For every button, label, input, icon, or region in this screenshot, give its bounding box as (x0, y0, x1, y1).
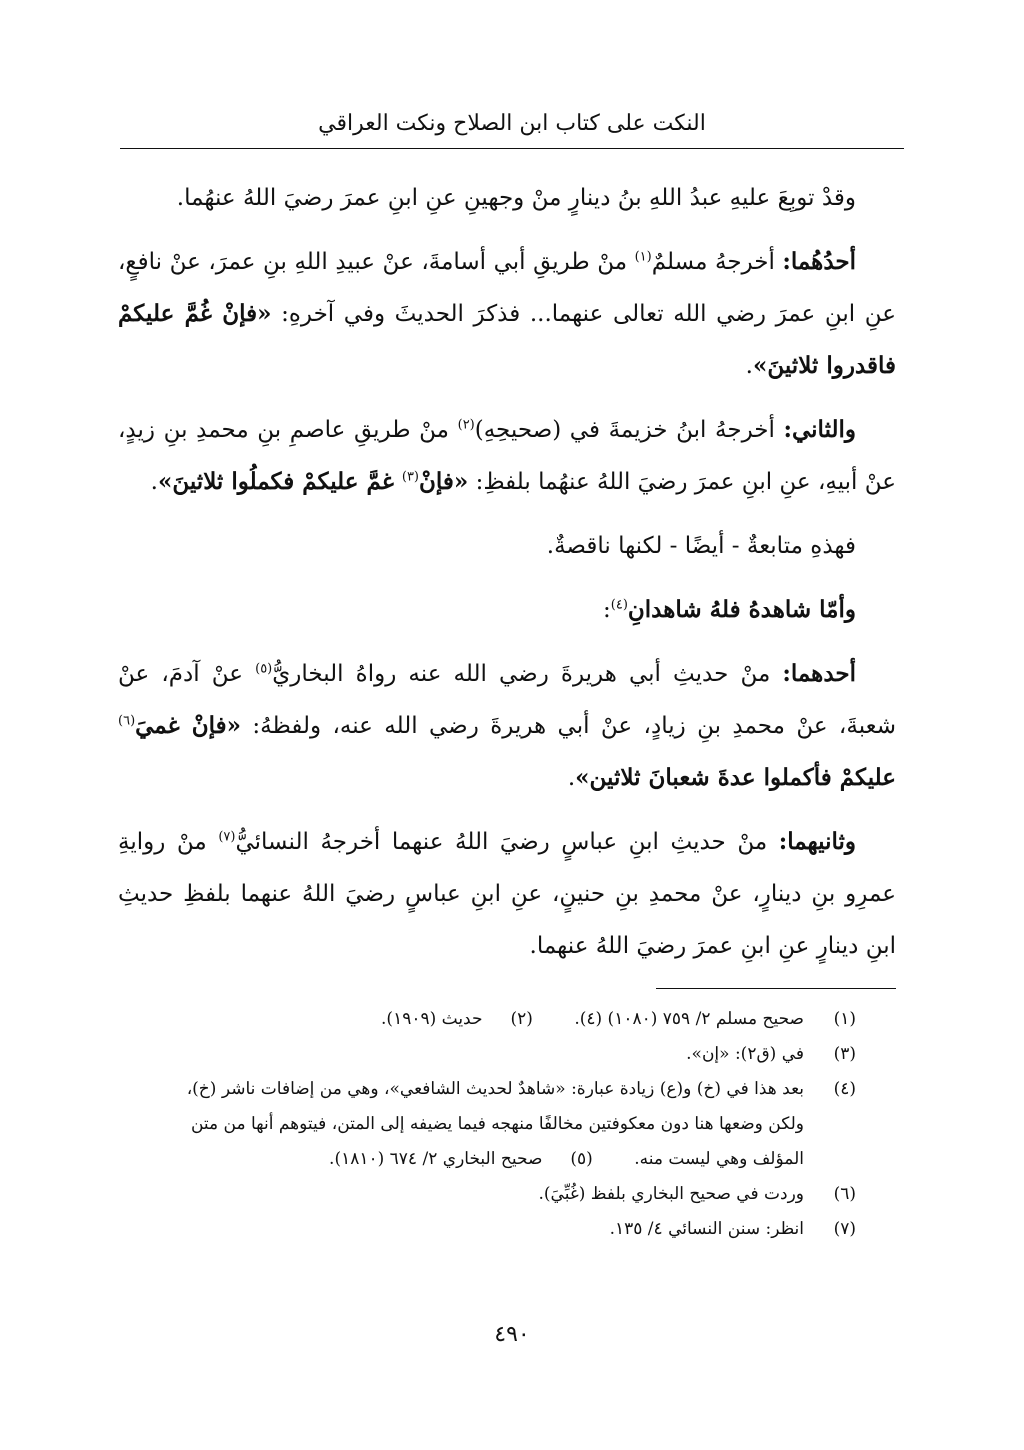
paragraph-6-quote-b: عليكمْ فأكملوا عدةَ شعبانَ ثلاثين» (575, 764, 896, 791)
paragraph-1-text: وقدْ توبِعَ عليهِ عبدُ اللهِ بنُ دينارٍ منْ وجهينِ عنِ ابنِ عمرَ رضيَ اللهُ عنهُما. (176, 185, 856, 211)
paragraph-5 (118, 584, 896, 636)
paragraph-3 (118, 404, 896, 508)
footnote-4 (150, 1072, 856, 1177)
paragraph-3-quote-b: غمَّ عليكمْ فكملُوا ثلاثينَ» (157, 468, 402, 495)
paragraph-3-text-a: أخرجهُ ابنُ خزيمةَ في (صحيحِهِ) (474, 417, 784, 443)
paragraph-2 (118, 236, 896, 392)
footnote-number: (٣) (833, 1044, 856, 1064)
footnote-text: انظر: سنن النسائي ٤/ ١٣٥. (609, 1219, 804, 1239)
paragraph-1 (118, 172, 896, 224)
footnote-ref-3[interactable]: (٣) (401, 469, 419, 485)
paragraph-6-lead: أحدهما: (782, 660, 856, 687)
footnote-3 (150, 1037, 856, 1072)
paragraph-5-end: : (603, 597, 611, 623)
paragraph-6-quote-a: «فإنْ غميَ (135, 712, 241, 739)
footnote-7 (150, 1212, 856, 1247)
paragraph-3-lead: والثاني: (783, 416, 857, 443)
footnote-separator (656, 988, 896, 989)
paragraph-7-text-b: منْ روايةِ عمرِو بنِ دينارٍ، عنْ محمدِ بنِ حنينٍ، عنِ ابنِ عباسٍ رضيَ اللهُ عنهما بلفظِ حديثِ ابنِ دينارٍ عنِ ابنِ عمرَ رضيَ اللهُ عنهما. (118, 829, 896, 959)
header-rule (120, 148, 904, 149)
paragraph-6-end: . (567, 765, 576, 791)
paragraph-2-text-a: أخرجهُ مسلمٌ (651, 249, 783, 275)
paragraph-4 (118, 520, 896, 572)
paragraph-7-lead: وثانيهما: (778, 828, 856, 855)
footnote-text: حديث (١٩٠٩). (381, 1009, 483, 1029)
paragraph-7-text-a: منْ حديثِ ابنِ عباسٍ رضيَ اللهُ عنهما أخرجهُ النسائيُّ (235, 829, 779, 855)
paragraph-3-quote-a: «فإنْ (419, 468, 469, 495)
main-text (118, 172, 896, 984)
footnote-number: (١) (833, 1009, 856, 1029)
paragraph-2-text-b: منْ طريقِ أبي أسامةَ، عنْ عبيدِ اللهِ بنِ عمرَ، عنْ نافعٍ، عنِ ابنِ عمرَ رضي الله تعالى عنهما... فذكرَ الحديثَ وفي آخرهِ: (118, 249, 896, 327)
paragraph-2-end: . (745, 353, 753, 379)
footnote-text: صحيح البخاري ٢/ ٦٧٤ (١٨١٠). (329, 1149, 543, 1169)
paragraph-4-text: فهذهِ متابعةٌ - أيضًا - لكنها ناقصةٌ. (546, 533, 856, 559)
footnote-text: بعد هذا في (خ) و(ع) زيادة عبارة: «شاهدٌ لحديث الشافعي»، وهي من إضافات ناشر (خ)، ولكن وضعها هنا دون معكوفتين مخالفًا منهجه فيما يضيفه إلى المتن، فيتوهم أنها من متن المؤلف وهي ليست منه. (186, 1079, 804, 1169)
footnotes (150, 1002, 856, 1247)
paragraph-2-lead: أحدُهُما: (782, 248, 856, 275)
footnote-number: (٥) (570, 1149, 593, 1169)
footnote-ref-4[interactable]: (٤) (610, 597, 628, 613)
footnote-ref-6[interactable]: (٦) (118, 713, 136, 729)
footnote-1 (150, 1002, 856, 1037)
footnote-ref-5[interactable]: (٥) (255, 661, 273, 677)
paragraph-3-text-b: منْ طريقِ عاصمِ بنِ محمدِ بنِ زيدٍ، عنْ أبيهِ، عنِ ابنِ عمرَ رضيَ اللهُ عنهُما بلفظِ: (118, 417, 896, 495)
footnote-ref-2[interactable]: (٢) (457, 417, 475, 433)
footnote-6 (150, 1177, 856, 1212)
paragraph-5-lead: وأمّا شاهدهُ فلهُ شاهدانِ (627, 596, 856, 623)
paragraph-7 (118, 816, 896, 972)
paragraph-3-end: . (150, 469, 158, 495)
page-number: ٤٩٠ (494, 1322, 530, 1347)
paragraph-6 (118, 648, 896, 804)
footnote-ref-1[interactable]: (١) (634, 249, 652, 265)
running-header-title: النكت على كتاب ابن الصلاح ونكت العراقي (318, 111, 706, 136)
footnote-number: (٦) (833, 1184, 856, 1204)
paragraph-6-text-a: منْ حديثِ أبي هريرةَ رضي الله عنه رواهُ البخاريُّ (272, 661, 783, 687)
footnote-number: (٧) (833, 1219, 856, 1239)
footnote-text: وردت في صحيح البخاري بلفظ (غُبِّيَ). (538, 1184, 804, 1204)
footnote-text: في (ق٢): «إن». (686, 1044, 804, 1064)
footnote-ref-7[interactable]: (٧) (218, 829, 236, 845)
footnote-number: (٢) (510, 1009, 533, 1029)
footnote-text: صحيح مسلم ٢/ ٧٥٩ (١٠٨٠) (٤). (574, 1009, 804, 1029)
paragraph-2-quote: «فإنْ غُمَّ عليكمْ فاقدروا ثلاثينَ» (118, 300, 896, 379)
footnote-number: (٤) (833, 1079, 856, 1099)
paragraph-6-text-b: عنْ آدمَ، عنْ شعبةَ، عنْ محمدِ بنِ زيادٍ، عنْ أبي هريرةَ رضي الله عنه، ولفظهُ: (118, 661, 896, 739)
